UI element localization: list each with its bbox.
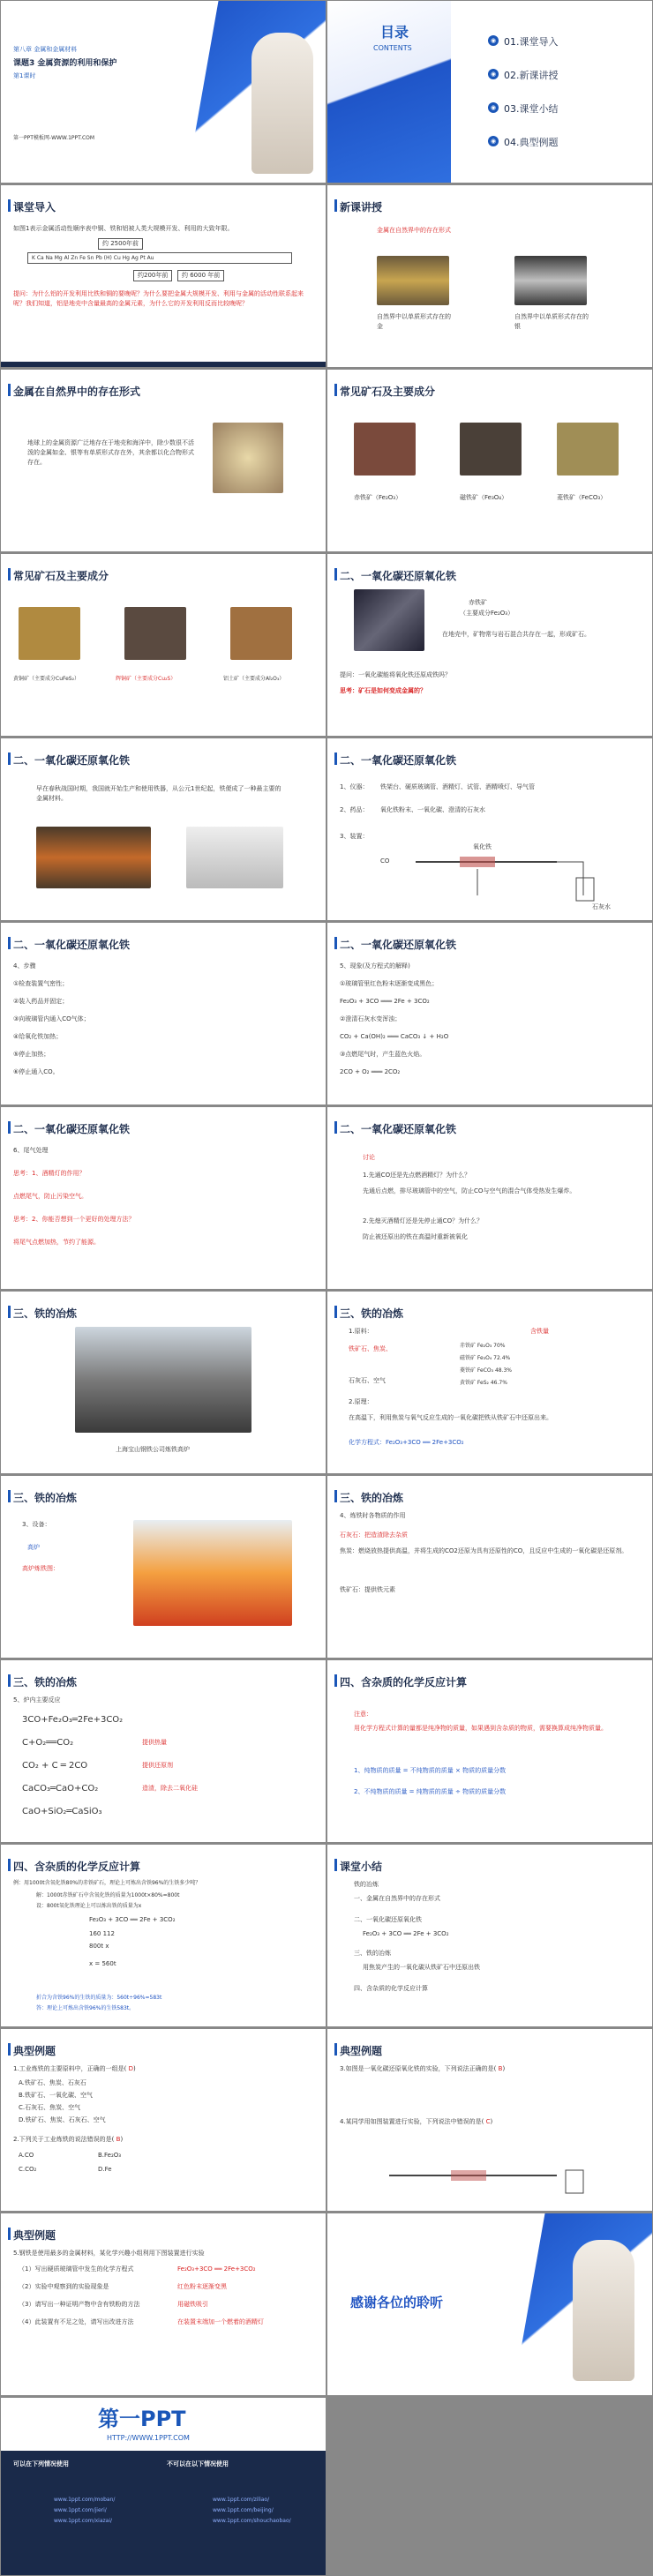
summary-item: 三、铁的冶炼: [354, 1950, 391, 1957]
answer: D: [128, 2065, 134, 2072]
label: 3、装置：: [340, 833, 369, 840]
link[interactable]: www.1ppt.com/ziliao/: [213, 2497, 270, 2503]
caption: 自然界中以单质形式存在的金: [377, 313, 451, 330]
step: ①检查装置气密性；: [13, 980, 69, 987]
answer: 防止被还原出的铁在高温时重新被氧化: [363, 1233, 468, 1240]
answer: 答：理论上可炼出含铁96%的生铁583t。: [36, 2005, 135, 2011]
silver-photo: [514, 256, 587, 305]
line: ②澄清石灰水变浑浊；: [340, 1015, 402, 1022]
slide-title: 新课讲授: [340, 201, 383, 213]
raw-material: 铁矿石、焦炭、: [349, 1345, 392, 1352]
question: 4.某同学用如图装置进行实验，下列说法中错误的是(: [340, 2118, 484, 2125]
metal-series: K Ca Na Mg Al Zn Fe Sn Pb (H) Cu Hg Ag Pt Au: [27, 252, 292, 264]
slide-title: 二、一氧化碳还原氧化铁: [13, 754, 131, 767]
option[interactable]: A.CO: [19, 2152, 34, 2159]
equation: Fe₂O₃ + 3CO ══ 2Fe + 3CO₂: [89, 1916, 176, 1923]
label: 高炉炼铁图：: [22, 1565, 59, 1572]
step: ⑤停止加热；: [13, 1051, 50, 1058]
line: ①玻璃管里红色粉末逐渐变成黑色；: [340, 980, 439, 987]
bauxite-photo: [230, 607, 292, 660]
label: 3、设备：: [22, 1521, 51, 1528]
mineral-label: 辉铜矿（主要成分Cu₂S）: [116, 676, 176, 682]
slide-title: 三、铁的冶炼: [13, 1676, 78, 1689]
siderite-photo: [557, 423, 619, 476]
question: 3.如图是一氧化碳还原氧化铁的实验，下列说法正确的是(: [340, 2065, 497, 2072]
slide-title: 二、一氧化碳还原氧化铁: [340, 754, 457, 767]
slide-title: 二、一氧化碳还原氧化铁: [340, 570, 457, 582]
step: ⑥停止通入CO。: [13, 1068, 59, 1075]
thanks-text: 感谢各位的聆听: [350, 2295, 444, 2310]
sub-question: （3）请写出一种证明产物中含有铁粉的方法: [19, 2301, 140, 2308]
slide-smelting-1[interactable]: [1, 1292, 326, 1473]
slide-co-3[interactable]: [327, 738, 652, 920]
note: 用化学方程式计算的量都是纯净物的质量，如果遇到含杂质的物质，需要换算成纯净物质量。: [354, 1725, 607, 1732]
toc-dot-icon: ◉: [488, 35, 499, 46]
blast-furnace-diagram: [133, 1520, 292, 1626]
slide-phenomena[interactable]: [327, 923, 652, 1105]
formula: 1、纯物质的质量 = 不纯物质的质量 × 物质的质量分数: [354, 1767, 507, 1774]
mineral-label: 铝土矿（主要成分Al₂O₃）: [223, 676, 285, 682]
summary-item: 四、含杂质的化学反应计算: [354, 1985, 428, 1992]
cover-period: 第1课时: [13, 72, 36, 79]
slide-smelting-5[interactable]: [1, 1660, 326, 1842]
ancient-workshop-photo: [186, 827, 283, 888]
toc-item-3[interactable]: ◉ 03.课堂小结: [504, 101, 559, 116]
answer: 先通后点燃，排尽玻璃管中的空气，防止CO与空气的混合气体受热发生爆炸。: [363, 1187, 576, 1194]
toc-title: 目录: [380, 24, 409, 41]
slide-examples-1[interactable]: 典型例题 1.工业炼铁的主要原料中，正确的一组是( D) A.铁矿石、焦炭、石灰石 B.铁矿石、一氧化碳、空气 C.石灰石、焦炭、空气 D.铁矿石、焦炭、石灰石、空气 2.下列关于工业炼铁的说法错误的是( B) A.CO B.Fe₂O₃ C.CO₂ D.Fe: [1, 2029, 326, 2211]
note: 造渣，除去二氧化硅: [142, 1785, 198, 1792]
answer: B: [498, 2065, 503, 2072]
link[interactable]: www.1ppt.com/jieri/: [54, 2507, 107, 2513]
label: 2、药品：: [340, 806, 369, 813]
heading: 4、炼铁时各物质的作用: [340, 1512, 406, 1519]
cover-lesson: 课题3 金属资源的利用和保护: [13, 59, 117, 68]
answer: 红色粉末逐渐变黑: [177, 2283, 227, 2290]
slide-smelting-3[interactable]: [1, 1476, 326, 1658]
equation: CaO+SiO₂═CaSiO₃: [22, 1807, 102, 1816]
answer: C: [485, 2118, 491, 2125]
toc-dot-icon: ◉: [488, 102, 499, 113]
gold-photo: [377, 256, 449, 305]
brand-url[interactable]: HTTP://WWW.1PPT.COM: [107, 2434, 190, 2442]
role: 铁矿石：提供铁元素: [340, 1586, 395, 1593]
line: ③点燃尾气时，产生蓝色火焰。: [340, 1051, 426, 1058]
slide-title: 三、铁的冶炼: [340, 1492, 404, 1504]
chalcocite-photo: [124, 607, 186, 660]
equation: 2CO + O₂ ═══ 2CO₂: [340, 1068, 401, 1075]
toc-subtitle: CONTENTS: [373, 44, 412, 52]
slide-smelting-2[interactable]: [327, 1292, 652, 1473]
example: 例：用1000t含氧化铁80%的赤铁矿石，理论上可炼出含铁96%的生铁多少吨？: [13, 1880, 201, 1886]
question: 2.先熄灭酒精灯还是先停止通CO？为什么？: [363, 1217, 484, 1224]
chalcopyrite-photo: [19, 607, 80, 660]
option[interactable]: A.铁矿石、焦炭、石灰石: [19, 2079, 86, 2086]
hematite-photo: [354, 423, 416, 476]
slide-title: 典型例题: [340, 2045, 383, 2057]
slide-title: 四、含杂质的化学反应计算: [13, 1861, 141, 1873]
slide-existence[interactable]: [1, 370, 326, 551]
answer: 用磁铁吸引: [177, 2301, 208, 2308]
scientist-image: [251, 33, 313, 174]
question: 思考：矿石是如何变成金属的？: [340, 687, 426, 694]
option[interactable]: C.CO₂: [19, 2166, 37, 2173]
year-label: 约 6000 年前: [177, 270, 224, 281]
link[interactable]: www.1ppt.com/moban/: [54, 2497, 116, 2503]
intro-question: 提问：为什么铝的开发利用比铁和铜的要晚呢？为什么要把金属大规模开发、利用与金属的活动性联系起来呢？我们知道，铝是地壳中含量最高的金属元素，为什么它的开发利用反而比较晚呢？: [13, 290, 304, 307]
answer: 点燃尾气，防止污染空气。: [13, 1193, 87, 1200]
slide-examples-3[interactable]: [1, 2213, 326, 2395]
answer: 将尾气点燃加热，节约了能源。: [13, 1239, 100, 1246]
toc-item-4[interactable]: ◉ 04.典型例题: [504, 135, 559, 149]
apparatus-diagram: [380, 842, 636, 904]
slide-title: 三、铁的冶炼: [340, 1307, 404, 1320]
heading: 1.原料：: [349, 1328, 373, 1335]
sub-question: （4）此装置有不足之处，请写出改进方法: [19, 2318, 134, 2325]
intro-text: 如图1表示金属活动性顺序表中铜、铁和铝被人类大规模开发、利用的大致年限。: [13, 225, 234, 232]
summary-item: 铁的冶炼: [354, 1881, 379, 1888]
sub-question: （2）实验中观察到的实验现象是: [19, 2283, 109, 2290]
option[interactable]: B.Fe₂O₃: [98, 2152, 122, 2159]
label: 高炉: [27, 1544, 40, 1551]
year-label: 约 2500年前: [98, 238, 143, 250]
cover-site: 第一PPT模板网-WWW.1PPT.COM: [13, 135, 95, 141]
slide-title: 三、铁的冶炼: [13, 1492, 78, 1504]
slide-toc[interactable]: [327, 1, 652, 183]
equation: CO₂ + C ═ 2CO: [22, 1761, 88, 1771]
heading: 5、炉内主要反应: [13, 1696, 61, 1704]
toc-dot-icon: ◉: [488, 69, 499, 79]
slide-title: 二、一氧化碳还原氧化铁: [340, 1123, 457, 1135]
ratio: 160 112: [89, 1930, 115, 1937]
equation: Fe₂O₃ + 3CO ══ 2Fe + 3CO₂: [363, 1930, 449, 1937]
slide-title: 四、含杂质的化学反应计算: [340, 1676, 468, 1689]
equation: Fe₂O₃ + 3CO ═══ 2Fe + 3CO₂: [340, 998, 430, 1005]
question: 2.下列关于工业炼铁的说法错误的是(: [13, 2136, 115, 2143]
body-text: 早在春秋战国时期，我国就开始生产和使用铁器，从公元1世纪起，铁便成了一种最主要的金属材料。: [36, 785, 281, 802]
caption: 上海宝山钢铁公司炼铁高炉: [116, 1446, 190, 1453]
mineral-label: 赤铁矿（Fe₂O₃）: [354, 494, 402, 501]
heading: 注意：: [354, 1711, 372, 1718]
slide-discussion[interactable]: [327, 1107, 652, 1289]
subtitle: 金属在自然界中的存在形式: [377, 227, 451, 234]
slide-cover[interactable]: [1, 1, 326, 183]
option[interactable]: C.石灰石、焦炭、空气: [19, 2104, 81, 2111]
toc-item-1[interactable]: ◉ 01.课堂导入: [504, 34, 559, 49]
step: ③向玻璃管内通入CO气体；: [13, 1015, 90, 1022]
slide-steps[interactable]: [1, 923, 326, 1105]
answer: Fe₂O₃+3CO ══ 2Fe+3CO₂: [177, 2265, 256, 2273]
link[interactable]: www.1ppt.com/beijing/: [213, 2507, 274, 2513]
line: 5、现象(及方程式的解释): [340, 962, 410, 970]
note: 提供还原剂: [142, 1762, 173, 1769]
question: 提问：一氧化碳能将氧化铁还原成铁吗？: [340, 671, 451, 678]
question: 思考：2、你能否想到一个更好的处理方法？: [13, 1216, 135, 1223]
role: 焦炭：燃烧放热提供高温，并将生成的CO2还原为具有还原性的CO，且反应中生成的一氧化碳是还原剂。: [340, 1547, 628, 1554]
option[interactable]: D.铁矿石、焦炭、石灰石、空气: [19, 2116, 106, 2123]
ore-row: 磁铁矿 Fe₃O₄ 72.4%: [460, 1355, 511, 1361]
slide-title: 典型例题: [13, 2045, 56, 2057]
question: 1.先通CO还是先点燃酒精灯？为什么？: [363, 1172, 471, 1179]
slide-co-1[interactable]: [327, 554, 652, 736]
mineral-label: 黄铜矿（主要成分CuFeS₂）: [13, 676, 80, 682]
solution-line: 解：1000t赤铁矿石中含氧化铁的质量为1000t×80%=800t: [36, 1892, 180, 1898]
slide-title: 金属在自然界中的存在形式: [13, 386, 141, 398]
scientist-image: [573, 2240, 634, 2381]
slide-co-2[interactable]: [1, 738, 326, 920]
cover-chapter: 第八章 金属和金属材料: [13, 46, 78, 53]
year-label: 约200年前: [133, 270, 172, 281]
toc-item-2[interactable]: ◉ 02.新课讲授: [504, 68, 559, 82]
slide-ores-2[interactable]: [1, 554, 326, 736]
slide-title: 典型例题: [13, 2229, 56, 2242]
slide-tail-gas[interactable]: [1, 1107, 326, 1289]
answer: B: [116, 2136, 121, 2143]
heading: 讨论: [363, 1154, 375, 1161]
ore-name: 赤铁矿: [469, 599, 487, 606]
slide-title: 常见矿石及主要成分: [13, 570, 109, 582]
slide-ores-1[interactable]: [327, 370, 652, 551]
slide-summary[interactable]: [327, 1845, 652, 2026]
slide-new-lesson[interactable]: [327, 185, 652, 367]
ore-note: 在地壳中，矿物常与岩石混合共存在一起，形成矿石。: [442, 631, 590, 638]
link[interactable]: www.1ppt.com/xiazai/: [54, 2518, 113, 2524]
principle: 在高温下，利用焦炭与氧气反应生成的一氧化碳把铁从铁矿石中还原出来。: [349, 1414, 552, 1421]
ore-formula: （主要成分Fe₂O₃）: [460, 610, 514, 617]
slide-title: 二、一氧化碳还原氧化铁: [13, 939, 131, 951]
value: 氧化铁粉末、一氧化碳、澄清的石灰水: [380, 806, 485, 813]
slide-examples-2[interactable]: 典型例题 3.如图是一氧化碳还原氧化铁的实验，下列说法正确的是( B) 4.某同学用如图装置进行实验，下列说法中错误的是( C): [327, 2029, 652, 2211]
link[interactable]: www.1ppt.com/shouchaobao/: [213, 2518, 291, 2524]
result: x = 560t: [89, 1960, 116, 1967]
slide-impurity-2[interactable]: [1, 1845, 326, 2026]
heading: 2.原理：: [349, 1398, 373, 1405]
slide-smelting-4[interactable]: [327, 1476, 652, 1658]
step: ②装入药品并固定；: [13, 998, 69, 1005]
limewater-label: 石灰水: [592, 903, 611, 910]
mineral-label: 菱铁矿（FeCO₃）: [557, 494, 607, 501]
question: 思考：1、酒精灯的作用？: [13, 1170, 86, 1177]
step-title: 4、步骤: [13, 962, 36, 970]
magnetite-photo: [460, 423, 522, 476]
note: 用焦炭产生的一氧化碳从铁矿石中还原出铁: [363, 1964, 480, 1971]
footer-bar: [1, 362, 326, 367]
question: 5.钢铁是使用最多的金属材料，某化学兴趣小组利用下图装置进行实验: [13, 2250, 205, 2257]
answer: 在装置末端加一个燃着的酒精灯: [177, 2318, 264, 2325]
equation: 化学方程式：Fe₂O₃+3CO ══ 2Fe+3CO₂: [349, 1439, 464, 1446]
mineral-label: 磁铁矿（Fe₃O₄）: [460, 494, 508, 501]
question: 1.工业炼铁的主要原料中，正确的一组是(: [13, 2065, 127, 2072]
co-label: CO: [380, 857, 390, 865]
slide-title: 二、一氧化碳还原氧化铁: [13, 1123, 131, 1135]
apparatus-diagram: [380, 2161, 610, 2197]
slide-thanks[interactable]: [327, 2213, 652, 2395]
ore-row: 黄铁矿 FeS₂ 46.7%: [460, 1380, 507, 1386]
note: 提供热量: [142, 1739, 167, 1746]
blast-furnace-photo: [75, 1327, 251, 1433]
slide-title: 二、一氧化碳还原氧化铁: [340, 939, 457, 951]
value: 铁架台、硬质玻璃管、酒精灯、试管、酒精喷灯、导气管: [380, 783, 535, 790]
furnace-photo: [36, 827, 151, 888]
option[interactable]: D.Fe: [98, 2166, 112, 2173]
slide-title: 课堂导入: [13, 201, 56, 213]
equation: C+O₂══CO₂: [22, 1738, 74, 1748]
slide-title: 常见矿石及主要成分: [340, 386, 436, 398]
equation: 3CO+Fe₂O₃═2Fe+3CO₂: [22, 1715, 124, 1725]
label: 1、仪器：: [340, 783, 369, 790]
role: 石灰石：把造渣除去杂质: [340, 1531, 408, 1539]
usage-heading: 不可以在以下情况使用: [167, 2460, 229, 2467]
slide-title: 课堂小结: [340, 1861, 383, 1873]
usage-heading: 可以在下列情况使用: [13, 2460, 69, 2467]
summary-item: 二、一氧化碳还原氧化铁: [354, 1916, 422, 1923]
ore-photo: [354, 589, 424, 651]
option[interactable]: B.铁矿石、一氧化碳、空气: [19, 2092, 94, 2099]
oxide-label: 氧化铁: [473, 843, 492, 850]
formula: 2、不纯物质的质量 = 纯物质的质量 ÷ 物质的质量分数: [354, 1788, 507, 1795]
solution-line: 设：800t氧化铁理论上可以炼出铁的质量为x: [36, 1903, 142, 1909]
brand-logo-text: 第一PPT: [98, 2407, 186, 2431]
caption: 自然界中以单质形式存在的银: [514, 313, 589, 330]
ratio: 800t x: [89, 1943, 109, 1950]
ore-row: 菱铁矿 FeCO₃ 48.3%: [460, 1367, 513, 1374]
equation: CO₂ + Ca(OH)₂ ═══ CaCO₃ ↓ + H₂O: [340, 1033, 449, 1040]
slide-title: 三、铁的冶炼: [13, 1307, 78, 1320]
answer: 折合为含铁96%的生铁的质量为：560t÷96%=583t: [36, 1995, 162, 2001]
step: ④给氧化铁加热；: [13, 1033, 63, 1040]
line: 6、尾气处理: [13, 1147, 49, 1154]
equation: CaCO₃═CaO+CO₂: [22, 1784, 99, 1793]
slide-impurity-1[interactable]: [327, 1660, 652, 1842]
slide-intro[interactable]: [1, 185, 326, 367]
column-header: 含铁量: [530, 1328, 549, 1335]
body-text: 地球上的金属资源广泛地存在于地壳和海洋中，除少数很不活泼的金属如金、银等有单质形式存在外，其余都以化合物形式存在。: [27, 439, 194, 466]
sub-question: （1）写出硬质玻璃管中发生的化学方程式: [19, 2265, 134, 2273]
summary-item: 一、金属在自然界中的存在形式: [354, 1895, 440, 1902]
toc-dot-icon: ◉: [488, 136, 499, 146]
ore-photo: [213, 423, 283, 493]
ore-row: 赤铁矿 Fe₂O₃ 70%: [460, 1343, 506, 1349]
raw-material: 石灰石、空气: [349, 1377, 386, 1384]
slide-brand[interactable]: [1, 2398, 326, 2575]
